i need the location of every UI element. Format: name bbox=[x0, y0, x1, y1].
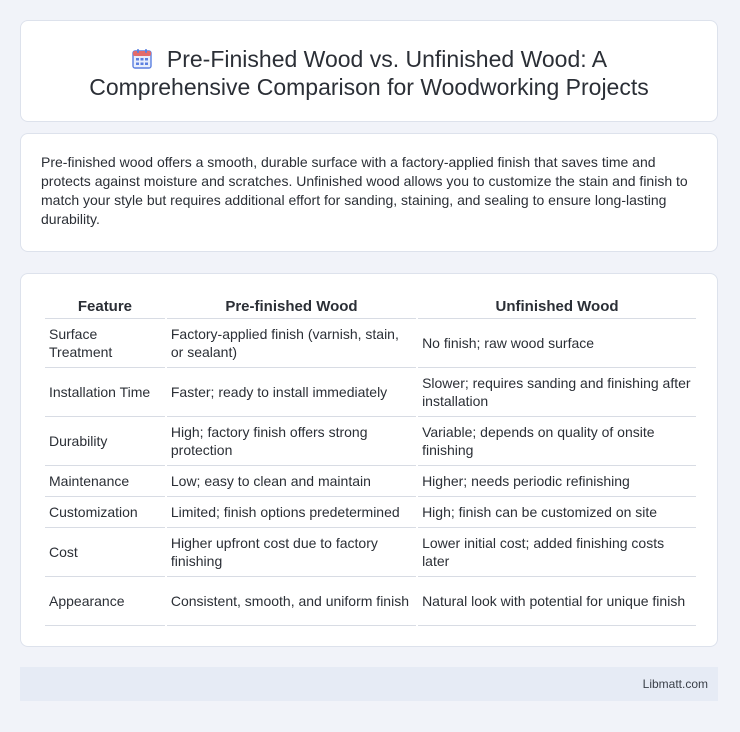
comparison-table-card bbox=[20, 273, 718, 647]
title-card bbox=[20, 20, 718, 122]
header-pre-finished: Pre-finished Wood bbox=[167, 296, 416, 319]
pre-finished-cell: Higher upfront cost due to factory finishing bbox=[167, 528, 416, 577]
table-row bbox=[45, 577, 696, 626]
pre-finished-cell: High; factory finish offers strong protection bbox=[167, 417, 416, 466]
unfinished-cell: Variable; depends on quality of onsite finishing bbox=[418, 417, 696, 466]
footer-brand: Libmatt.com bbox=[642, 677, 708, 691]
unfinished-cell: Slower; requires sanding and finishing after installation bbox=[418, 368, 696, 417]
intro-paragraph: Pre-finished wood offers a smooth, durable surface with a factory-applied finish that saves time and protects against moisture and scratches. Unfinished wood allows you to customize the stain and finish to match your style but requires additional effort for sanding, staining, and sealing to ensure long-lasting durability. bbox=[41, 154, 688, 227]
feature-cell: Appearance bbox=[45, 577, 165, 626]
footer bbox=[20, 667, 718, 701]
intro-card bbox=[20, 133, 718, 252]
table-row bbox=[45, 497, 696, 528]
unfinished-cell: No finish; raw wood surface bbox=[418, 319, 696, 368]
feature-cell: Customization bbox=[45, 497, 165, 528]
feature-cell: Cost bbox=[45, 528, 165, 577]
feature-cell: Maintenance bbox=[45, 466, 165, 497]
comparison-table bbox=[43, 296, 698, 626]
table-row bbox=[45, 528, 696, 577]
header-feature: Feature bbox=[45, 296, 165, 319]
page-title-text: Pre-Finished Wood vs. Unfinished Wood: A Comprehensive Comparison for Woodworking Projects bbox=[89, 46, 649, 100]
table-row bbox=[45, 319, 696, 368]
unfinished-cell: Natural look with potential for unique finish bbox=[418, 577, 696, 626]
unfinished-cell: Higher; needs periodic refinishing bbox=[418, 466, 696, 497]
header-unfinished: Unfinished Wood bbox=[418, 296, 696, 319]
pre-finished-cell: Limited; finish options predetermined bbox=[167, 497, 416, 528]
table-header-row bbox=[45, 296, 696, 319]
table-row bbox=[45, 368, 696, 417]
pre-finished-cell: Factory-applied finish (varnish, stain, or sealant) bbox=[167, 319, 416, 368]
feature-cell: Durability bbox=[45, 417, 165, 466]
feature-cell: Surface Treatment bbox=[45, 319, 165, 368]
page-title bbox=[21, 45, 717, 101]
pre-finished-cell: Low; easy to clean and maintain bbox=[167, 466, 416, 497]
unfinished-cell: High; finish can be customized on site bbox=[418, 497, 696, 528]
table-row bbox=[45, 417, 696, 466]
table-row bbox=[45, 466, 696, 497]
pre-finished-cell: Faster; ready to install immediately bbox=[167, 368, 416, 417]
calendar-icon bbox=[131, 48, 153, 70]
pre-finished-cell: Consistent, smooth, and uniform finish bbox=[167, 577, 416, 626]
feature-cell: Installation Time bbox=[45, 368, 165, 417]
unfinished-cell: Lower initial cost; added finishing costs later bbox=[418, 528, 696, 577]
